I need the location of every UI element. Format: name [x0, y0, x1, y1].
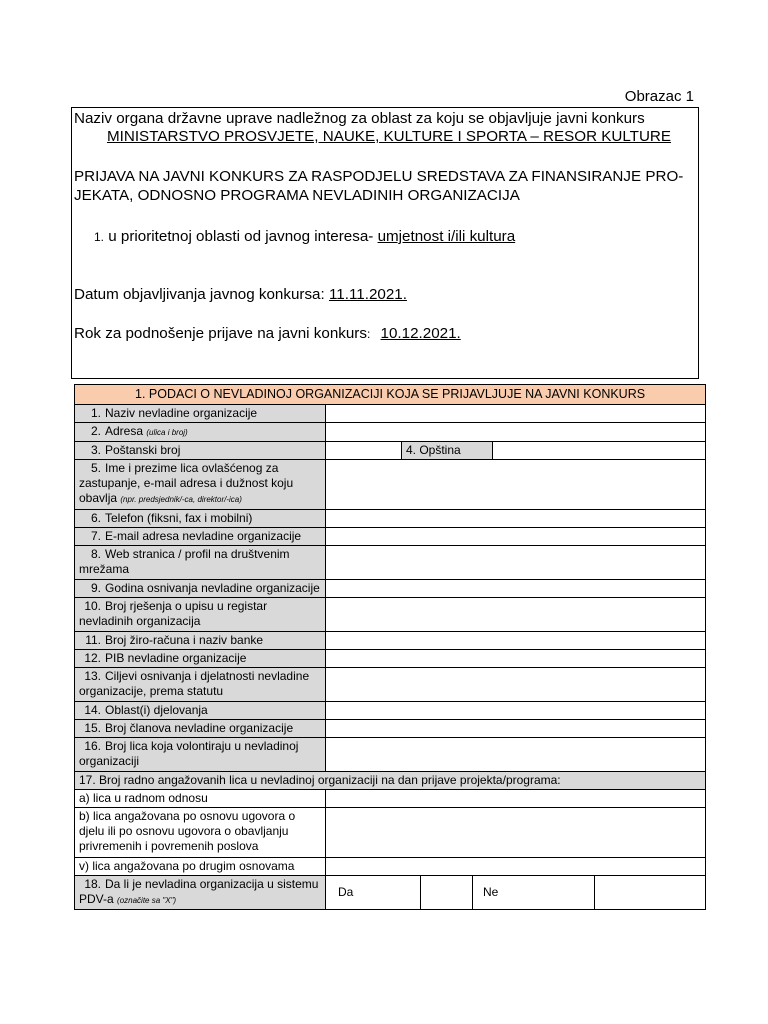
volunteers-count-input[interactable]	[326, 738, 706, 772]
field-label: 9. Godina osnivanja nevladine organizacije	[75, 580, 326, 598]
organization-data-table	[74, 384, 706, 910]
table-row	[75, 668, 706, 702]
priority-value: umjetnost i/ili kultura	[377, 228, 516, 245]
contract-workers-input[interactable]	[326, 808, 706, 858]
table-row	[75, 876, 706, 910]
phone-input[interactable]	[326, 510, 706, 528]
postal-code-input[interactable]	[326, 442, 402, 460]
table-row	[75, 580, 706, 598]
table-row	[75, 423, 706, 442]
municipality-input[interactable]	[493, 442, 706, 460]
table-row	[75, 790, 706, 808]
section-title: 1. PODACI O NEVLADINOJ ORGANIZACIJI KOJA SE PRIJAVLJUJE NA JAVNI KONKURS	[75, 385, 706, 405]
field-label: 5. Ime i prezime lica ovlašćenog za zastupanje, e-mail adresa i dužnost koju obavlja (npr. predsjednik/-ca, direktor/-ica)	[75, 460, 326, 510]
field-label: 1. Naziv nevladine organizacije	[75, 405, 326, 423]
table-row	[75, 460, 706, 510]
municipality-label: 4. Opština	[402, 442, 493, 460]
vat-no-checkbox[interactable]	[595, 876, 706, 910]
table-row	[75, 738, 706, 772]
organization-name-input[interactable]	[326, 405, 706, 423]
table-row	[75, 442, 706, 460]
field-label: 16. Broj lica koja volontiraju u nevladinoj organizaciji	[75, 738, 326, 772]
pib-input[interactable]	[326, 650, 706, 668]
header-box	[71, 107, 699, 379]
deadline-date: 10.12.2021.	[380, 325, 461, 342]
employees-heading: 17. Broj radno angažovanih lica u nevladinoj organizaciji na dan prijave projekta/programa:	[75, 772, 706, 790]
email-input[interactable]	[326, 528, 706, 546]
field-label: 18. Da li je nevladina organizacija u sistemu PDV-a (označite sa "X")	[75, 876, 326, 910]
field-label: 15. Broj članova nevladine organizacije	[75, 720, 326, 738]
priority-number: 1.	[94, 230, 105, 244]
founding-year-input[interactable]	[326, 580, 706, 598]
field-label: 13. Ciljevi osnivanja i djelatnosti nevladine organizacije, prema statutu	[75, 668, 326, 702]
registration-number-input[interactable]	[326, 598, 706, 632]
field-label: 3. Poštanski broj	[75, 442, 326, 460]
table-row	[75, 510, 706, 528]
table-row	[75, 772, 706, 790]
deadline-line	[74, 325, 461, 343]
table-row	[75, 650, 706, 668]
field-label: 7. E-mail adresa nevladine organizacije	[75, 528, 326, 546]
publish-date: 11.11.2021.	[328, 286, 407, 303]
priority-area	[94, 228, 515, 246]
table-row	[75, 720, 706, 738]
authority-label: Naziv organa državne uprave nadležnog za oblast za koju se objavljuje javni konkurs	[74, 110, 645, 127]
table-row	[75, 528, 706, 546]
vat-yes-checkbox[interactable]	[421, 876, 473, 910]
authority-name: MINISTARSTVO PROSVJETE, NAUKE, KULTURE I SPORTA – RESOR KULTURE	[107, 128, 672, 145]
website-input[interactable]	[326, 546, 706, 580]
table-row	[75, 405, 706, 423]
field-label: 8. Web stranica / profil na društvenim mrežama	[75, 546, 326, 580]
bank-account-input[interactable]	[326, 632, 706, 650]
field-label: 14. Oblast(i) djelovanja	[75, 702, 326, 720]
publish-date-line	[74, 286, 407, 304]
other-workers-label: v) lica angažovana po drugim osnovama	[75, 858, 326, 876]
deadline-label: Rok za podnošenje prijave na javni konkurs	[74, 325, 367, 342]
members-count-input[interactable]	[326, 720, 706, 738]
vat-no-label: Ne	[473, 876, 595, 910]
field-label: 11. Broj žiro-računa i naziv banke	[75, 632, 326, 650]
employed-label: a) lica u radnom odnosu	[75, 790, 326, 808]
deadline-colon: :	[366, 327, 371, 341]
table-row	[75, 808, 706, 858]
vat-yes-label: Da	[326, 876, 421, 910]
form-code: Obrazac 1	[624, 88, 694, 105]
goals-input[interactable]	[326, 668, 706, 702]
table-row	[75, 546, 706, 580]
form-title-line1: PRIJAVA NA JAVNI KONKURS ZA RASPODJELU SREDSTAVA ZA FINANSIRANJE PRO-	[74, 168, 684, 185]
table-row	[75, 858, 706, 876]
employed-input[interactable]	[326, 790, 706, 808]
field-label: 12. PIB nevladine organizacije	[75, 650, 326, 668]
form-title-line2: JEKATA, ODNOSNO PROGRAMA NEVLADINIH ORGANIZACIJA	[74, 187, 520, 204]
field-label: 2. Adresa (ulica i broj)	[75, 423, 326, 442]
activity-areas-input[interactable]	[326, 702, 706, 720]
table-row	[75, 632, 706, 650]
table-row	[75, 702, 706, 720]
contract-workers-label: b) lica angažovana po osnovu ugovora o djelu ili po osnovu ugovora o obavljanju privremenih i povremenih poslova	[75, 808, 326, 858]
field-label: 6. Telefon (fiksni, fax i mobilni)	[75, 510, 326, 528]
table-row	[75, 598, 706, 632]
publish-label: Datum objavljivanja javnog konkursa:	[74, 286, 325, 303]
other-workers-input[interactable]	[326, 858, 706, 876]
address-input[interactable]	[326, 423, 706, 442]
field-label: 10. Broj rješenja o upisu u registar nevladinih organizacija	[75, 598, 326, 632]
priority-label: u prioritetnoj oblasti od javnog interesa-	[108, 228, 374, 245]
representative-input[interactable]	[326, 460, 706, 510]
